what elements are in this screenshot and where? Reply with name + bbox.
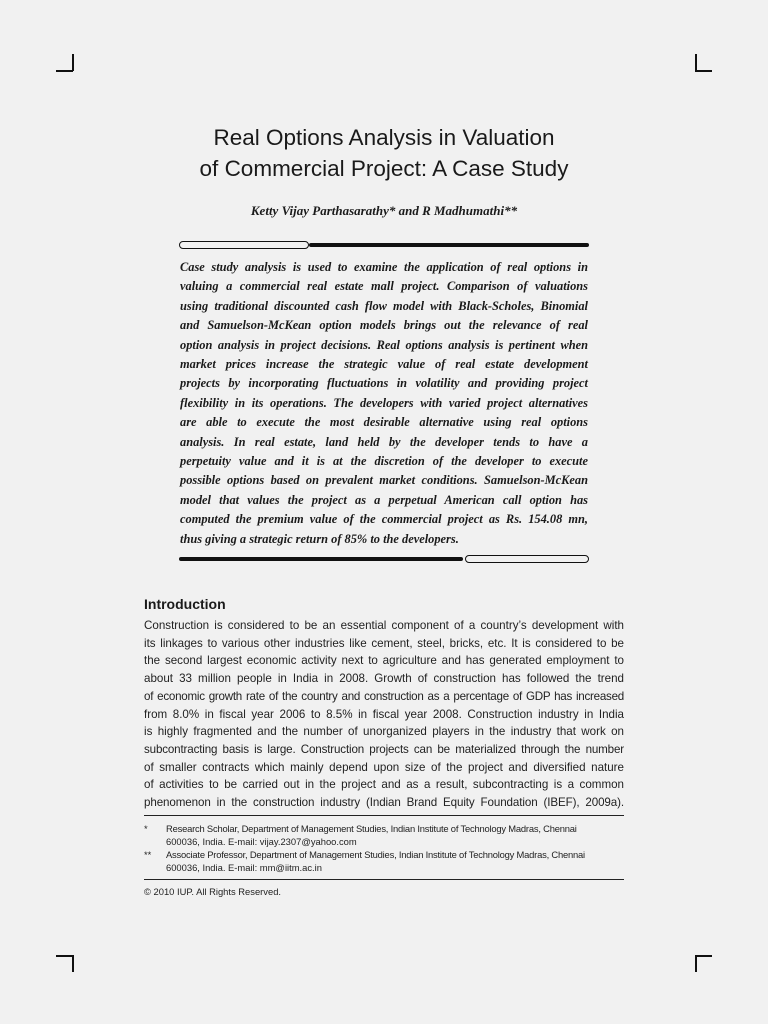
footnote-line: Associate Professor, Department of Management Studies, Indian Institute of Technology Madras, Chennai — [166, 849, 585, 860]
abstract — [180, 258, 588, 549]
footnote-line: Research Scholar, Department of Management Studies, Indian Institute of Technology Madras, Chennai — [166, 823, 577, 834]
abstract-line: computed the premium value of the commercial project as Rs. 154.08 mn, — [180, 512, 588, 527]
crop-mark-bottom-right — [695, 955, 697, 972]
footnote-line: 600036, India. E-mail: vijay.2307@yahoo.com — [166, 836, 357, 847]
body-line: is highly fragmented and the number of unorganized players in the industry that work on — [144, 725, 624, 739]
abstract-line: thus giving a strategic return of 85% to the developers. — [180, 531, 459, 546]
abstract-line: flexibility in its operations. The developers with varied project alternatives — [180, 395, 588, 410]
body-line: from 8.0% in fiscal year 2006 to 8.5% in fiscal year 2008. Construction industry in India — [144, 707, 624, 721]
footnote-line: 600036, India. E-mail: mm@iitm.ac.in — [166, 862, 322, 873]
abstract-line: are able to execute the most desirable alternative using real options — [180, 415, 588, 430]
authors: Ketty Vijay Parthasarathy* and R Madhumathi** — [250, 203, 518, 218]
crop-mark-top-right — [695, 54, 697, 71]
section-heading-introduction: Introduction — [144, 596, 226, 612]
footnote-mark: * — [144, 823, 148, 834]
body-line: of economic growth rate of the country and construction as a percentage of GDP has increased — [144, 689, 624, 703]
abstract-line: using traditional discounted cash flow model with Black-Scholes, Binomial — [180, 298, 588, 313]
copyright-notice: © 2010 IUP. All Rights Reserved. — [144, 886, 282, 897]
crop-mark-top-left — [72, 54, 74, 71]
title-line-2: of Commercial Project: A Case Study — [199, 156, 569, 181]
abstract-line: and Samuelson-McKean option models brings out the relevance of real — [180, 318, 588, 333]
introduction-body — [144, 617, 624, 812]
title-line-1: Real Options Analysis in Valuation — [213, 125, 555, 150]
body-line: subcontracting basis is large. Construction projects can be materialized through the number — [144, 742, 624, 756]
paper-title — [0, 122, 768, 184]
body-line: about 33 million people in India in 2008. Growth of construction has followed the trend — [144, 672, 624, 686]
abstract-line: Case study analysis is used to examine the application of real options in — [180, 260, 588, 274]
abstract-line: market prices increase the strategic value of real estate development — [180, 357, 588, 372]
crop-mark-bottom-left — [56, 955, 73, 957]
abstract-bottom-rule — [179, 555, 589, 563]
abstract-top-rule — [179, 241, 589, 249]
abstract-line: option analysis in project decisions. Real options analysis is pertinent when — [180, 337, 588, 352]
footnote-1 — [144, 822, 624, 848]
crop-mark-top-left — [56, 70, 73, 72]
abstract-line: model that values the project as a perpetual American call option has — [180, 492, 588, 507]
abstract-line: possible options based on prevalent market conditions. Samuelson-McKean — [180, 473, 588, 488]
footnote-rule — [144, 815, 624, 816]
body-line: its linkages to various other industries like cement, steel, bricks, etc. It is considered to be — [144, 636, 624, 650]
body-line: phenomenon in the construction industry (Indian Brand Equity Foundation (IBEF), 2009a). — [144, 796, 624, 810]
abstract-line: perpetuity value and it is at the discretion of the developer to execute — [180, 454, 588, 469]
body-line: Construction is considered to be an essential component of a country’s development with — [144, 619, 624, 632]
crop-mark-bottom-left — [72, 955, 74, 972]
crop-mark-bottom-right — [695, 955, 712, 957]
body-line: of smaller contracts which mainly depend upon size of the project and diversified nature — [144, 760, 624, 774]
footnote-2 — [144, 848, 624, 874]
body-line: of activities to be carried out in the project and as a result, subcontracting is a common — [144, 778, 624, 792]
body-line: the second largest economic activity next to agriculture and has generated employment to — [144, 654, 624, 668]
copyright-rule — [144, 879, 624, 880]
crop-mark-top-right — [695, 70, 712, 72]
abstract-line: projects by incorporating fluctuations in volatility and providing project — [180, 376, 588, 391]
abstract-line: analysis. In real estate, land held by the developer tends to have a — [180, 434, 588, 449]
footnote-mark: ** — [144, 849, 152, 860]
abstract-line: valuing a commercial real estate mall project. Comparison of valuations — [180, 279, 588, 294]
